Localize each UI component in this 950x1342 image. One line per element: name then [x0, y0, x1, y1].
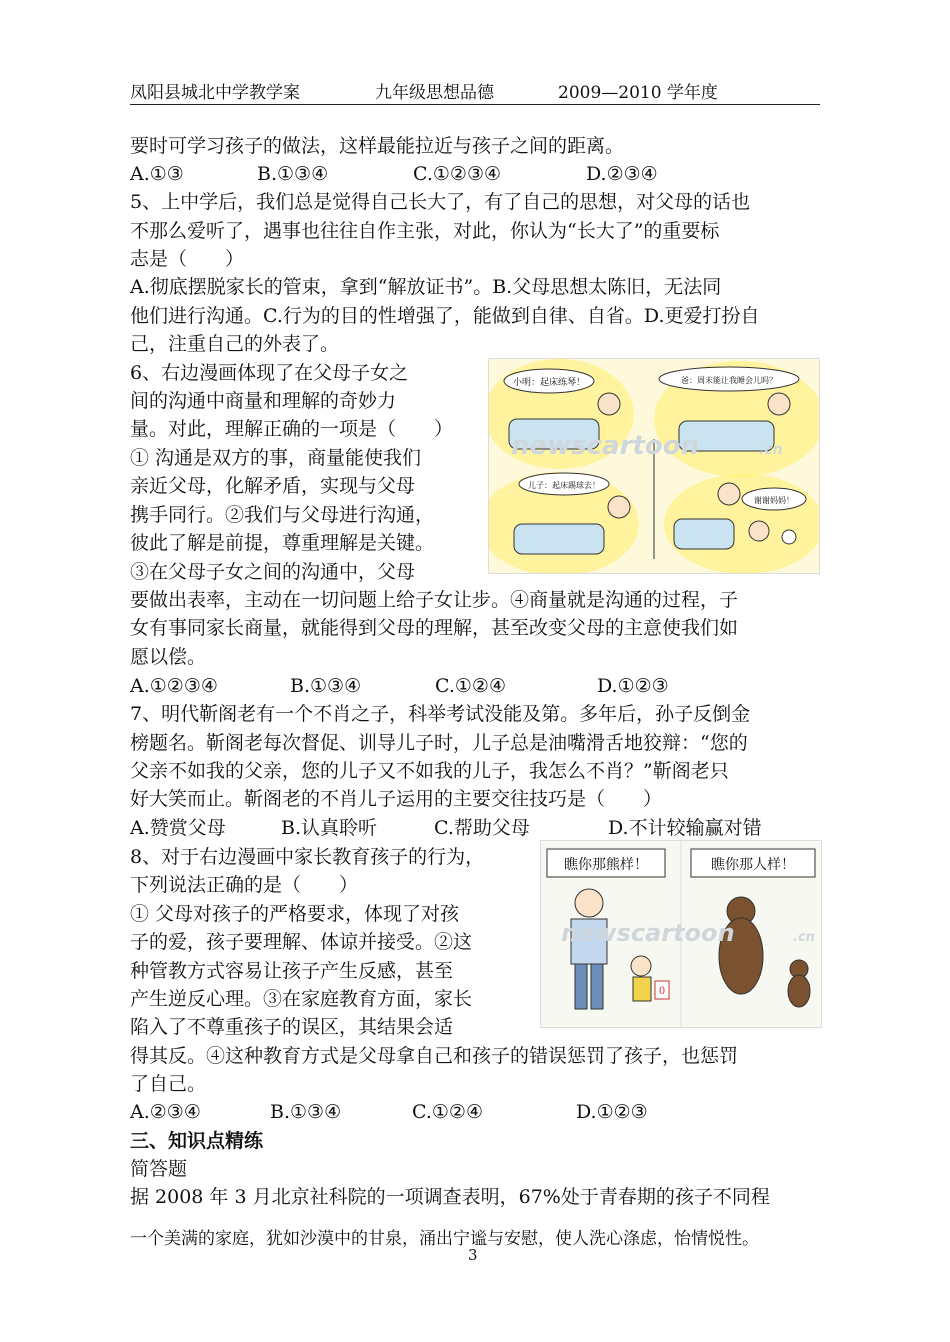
- text-line: 得其反。④这种教育方式是父母拿自己和孩子的错误惩罚了孩子，也惩罚: [130, 1045, 739, 1067]
- cartoon1-illustration: [489, 359, 819, 573]
- header-grade: 九年级思想品德: [375, 83, 494, 103]
- text-line: 彼此了解是前提，尊重理解是关键。: [130, 532, 435, 554]
- cartoon-parent-scolding: [540, 840, 822, 1028]
- text-line: 下列说法正确的是（ ）: [130, 874, 359, 896]
- text-line: 据 2008 年 3 月北京社科院的一项调查表明，67%处于青春期的孩子不同程: [130, 1186, 770, 1208]
- text-line: 榜题名。靳阁老每次督促、训导儿子时，儿子总是油嘴滑舌地狡辩：“您的: [130, 732, 748, 754]
- bubble-1: 小明：起床练琴！: [512, 378, 586, 388]
- text-line: 5、上中学后，我们总是觉得自己长大了，有了自己的思想，对父母的话也: [130, 191, 751, 213]
- option-d: D.②③④: [586, 163, 658, 185]
- bubble-2: 爸：周末能让我睡会儿吗？: [681, 376, 777, 385]
- text-line: 间的沟通中商量和理解的奇妙力: [130, 390, 397, 412]
- text-line: 陷入了不尊重孩子的误区，其结果会适: [130, 1016, 454, 1038]
- option-c: C.①②④: [435, 675, 506, 697]
- text-line: 亲近父母，化解矛盾，实现与父母: [130, 475, 416, 497]
- text-line: 子的爱，孩子要理解、体谅并接受。②这: [130, 931, 473, 953]
- text-line: 产生逆反心理。③在家庭教育方面，家长: [130, 988, 473, 1010]
- option-c: C.①②④: [412, 1101, 483, 1123]
- option-c: C.①②③④: [413, 163, 502, 185]
- text-line: 8、对于右边漫画中家长教育孩子的行为，: [130, 846, 485, 868]
- text-line: 携手同行。②我们与父母进行沟通，: [130, 504, 435, 526]
- text-line: 己，注重自己的外表了。: [130, 333, 340, 355]
- option-d: D.①②③: [576, 1101, 648, 1123]
- text-line: 不那么爱听了，遇事也往往自作主张，对此，你认为“长大了”的重要标: [130, 220, 720, 242]
- text-line: 志是（ ）: [130, 248, 245, 270]
- option-a: A.①③: [130, 163, 184, 185]
- page-number: 3: [468, 1246, 478, 1264]
- paper-mark: 0: [658, 986, 666, 997]
- bubble-left: 瞧你那熊样！: [564, 857, 648, 873]
- option-a: A.②③④: [130, 1101, 201, 1123]
- option-c: C.帮助父母: [434, 817, 530, 839]
- cartoon-parent-child-communication: [488, 358, 820, 574]
- text-line: 要做出表率，主动在一切问题上给子女让步。④商量就是沟通的过程，子: [130, 589, 739, 611]
- watermark: newscartoon: [561, 919, 735, 947]
- text-line: ① 沟通是双方的事，商量能使我们: [130, 447, 422, 469]
- text-line: 他们进行沟通。C.行为的目的性增强了，能做到自律、自省。D.更爱打扮自: [130, 305, 760, 327]
- text-line: 父亲不如我的父亲，您的儿子又不如我的儿子，我怎么不肖？”靳阁老只: [130, 760, 729, 782]
- watermark: newscartoon: [511, 431, 700, 461]
- text-line: 了自己。: [130, 1073, 207, 1095]
- text-line: 7、明代靳阁老有一个不肖之子，科举考试没能及第。多年后，孙子反倒金: [130, 703, 751, 725]
- option-a: A.赞赏父母: [130, 817, 226, 839]
- option-d: D.不计较输赢对错: [608, 817, 762, 839]
- text-line: 种管教方式容易让孩子产生反感，甚至: [130, 960, 454, 982]
- watermark-suffix: .cn: [793, 930, 815, 945]
- text-line: 量。对此，理解正确的一项是（ ）: [130, 418, 454, 440]
- text-line: ① 父母对孩子的严格要求，体现了对孩: [130, 903, 460, 925]
- header-year: 2009—2010 学年度: [558, 83, 718, 103]
- text-line: ③在父母子女之间的沟通中，父母: [130, 561, 416, 583]
- text-line: 愿以偿。: [130, 646, 207, 668]
- option-b: B.①③④: [257, 163, 329, 185]
- text-line: 好大笑而止。靳阁老的不肖儿子运用的主要交往技巧是（ ）: [130, 788, 663, 810]
- bubble-right: 瞧你那人样！: [711, 857, 795, 873]
- text-line: 女有事同家长商量，就能得到父母的理解，甚至改变父母的主意使我们如: [130, 617, 739, 639]
- footer-quote: 一个美满的家庭，犹如沙漠中的甘泉，涌出宁谧与安慰，使人洗心涤虑，怡情悦性。: [130, 1229, 759, 1249]
- text-line: A.彻底摆脱家长的管束，拿到“解放证书”。B.父母思想太陈旧，无法同: [130, 276, 722, 298]
- text-line: 简答题: [130, 1158, 188, 1180]
- option-b: B.认真聆听: [281, 817, 378, 839]
- text-line: 要时可学习孩子的做法，这样最能拉近与孩子之间的距离。: [130, 135, 625, 157]
- page-header: [130, 78, 820, 105]
- cartoon2-illustration: [541, 841, 821, 1027]
- bubble-4: 谢谢妈妈！: [754, 496, 794, 505]
- header-school: 凤阳县城北中学教学案: [130, 83, 300, 103]
- watermark-suffix: .cn: [759, 442, 783, 458]
- text-line: 6、右边漫画体现了在父母子女之: [130, 362, 409, 384]
- option-b: B.①③④: [270, 1101, 342, 1123]
- option-b: B.①③④: [290, 675, 362, 697]
- bubble-3: 儿子：起床踢球去！: [528, 481, 600, 490]
- section-title: 三、知识点精练: [130, 1130, 264, 1152]
- option-d: D.①②③: [597, 675, 669, 697]
- option-a: A.①②③④: [130, 675, 218, 697]
